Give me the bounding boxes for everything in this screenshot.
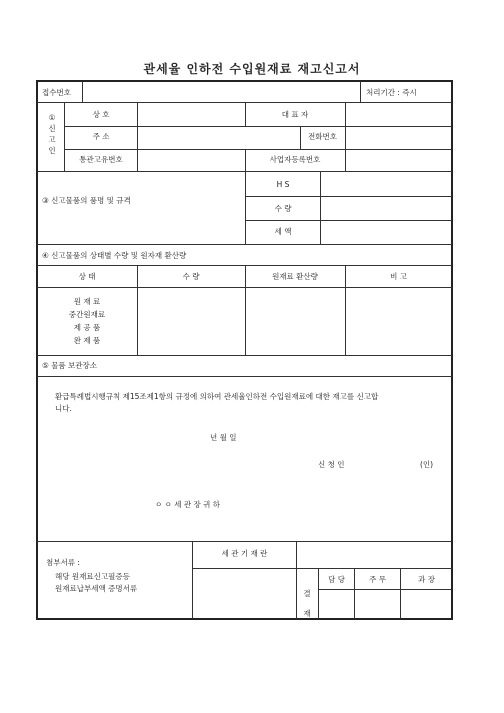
declaration-addressee: ㅇ ㅇ 세 관 장 귀 하 xyxy=(155,500,221,509)
representative-label: 대 표 자 xyxy=(281,110,309,119)
role-in-charge: 담 당 xyxy=(328,575,345,584)
divider xyxy=(82,81,83,102)
approval-sign-label: 결 재 xyxy=(303,589,311,618)
divider xyxy=(345,265,346,355)
status-item: 중간원재료 xyxy=(68,310,106,319)
row-line xyxy=(37,355,452,356)
status-header-quantity: 수 량 xyxy=(182,272,200,281)
divider xyxy=(345,103,346,171)
row-line xyxy=(65,126,452,127)
attachments-label: 첨부서류 : xyxy=(46,558,80,567)
status-header-state: 상 태 xyxy=(78,272,96,281)
status-section-label: ④ 신고물품의 상태별 수량 및 원자재 환산량 xyxy=(42,251,187,260)
row-line xyxy=(246,196,452,197)
row-line xyxy=(246,220,452,221)
divider xyxy=(360,81,361,102)
table-top-border xyxy=(36,80,453,82)
biz-reg-no-label: 사업자등록번호 xyxy=(269,155,321,164)
table-right-border xyxy=(451,80,453,620)
status-item: 원 재 료 xyxy=(73,297,101,306)
trade-name-label: 상 호 xyxy=(92,110,110,119)
address-label: 주 소 xyxy=(92,132,110,141)
divider xyxy=(137,265,138,355)
row-line xyxy=(37,376,452,377)
table-left-border xyxy=(36,80,38,620)
declaration-applicant: 신 청 인 xyxy=(318,460,345,469)
applicant-section-label: ① 신 고 인 xyxy=(48,113,56,155)
divider xyxy=(296,542,297,619)
processing-period: 처리기간 : 즉시 xyxy=(366,88,417,97)
form-title: 관세율 인하전 수입원재료 재고신고서 xyxy=(143,62,361,76)
divider xyxy=(245,103,246,126)
role-section-head: 과 장 xyxy=(418,575,435,584)
quantity-label: 수 량 xyxy=(274,204,292,213)
row-line xyxy=(37,287,452,288)
table-bottom-border xyxy=(36,618,453,620)
status-header-conversion: 원재료 환산량 xyxy=(272,272,318,281)
declaration-date: 년 월 일 xyxy=(210,433,237,442)
row-line xyxy=(193,568,452,569)
tax-label: 세 액 xyxy=(274,227,292,236)
row-line xyxy=(319,589,452,590)
declaration-seal: (인) xyxy=(420,460,434,469)
phone-label: 전화번호 xyxy=(308,132,337,141)
hs-label: H S xyxy=(276,180,290,189)
role-chief: 주 무 xyxy=(369,575,386,584)
divider xyxy=(320,172,321,244)
divider xyxy=(245,265,246,355)
row-line xyxy=(37,541,452,542)
attachment-item: 해당 원재료신고필증등 xyxy=(55,572,130,581)
attachment-item: 원재료납부세액 증명서류 xyxy=(55,584,138,593)
goods-section-label: ③ 신고물품의 품명 및 규격 xyxy=(42,196,131,205)
customs-code-label: 통관고유번호 xyxy=(79,155,123,164)
status-header-remarks: 비 고 xyxy=(390,272,407,281)
receipt-no-label: 접수번호 xyxy=(42,88,71,97)
status-item: 완 제 품 xyxy=(73,336,101,345)
row-line xyxy=(65,149,452,150)
declaration-text-line1: 환급특례법시행규칙 제15조제1항의 규정에 의하여 관세율인하전 수입원재료에 대한 재고를 신고합 xyxy=(55,392,379,401)
customs-section-label: 세 관 기 재 란 xyxy=(221,549,268,558)
row-line xyxy=(37,244,452,245)
declaration-text-line2: 니다. xyxy=(55,404,72,413)
status-item: 제 공 품 xyxy=(73,323,101,332)
divider xyxy=(137,103,138,171)
storage-section-label: ⑤ 물품 보관장소 xyxy=(42,361,97,370)
